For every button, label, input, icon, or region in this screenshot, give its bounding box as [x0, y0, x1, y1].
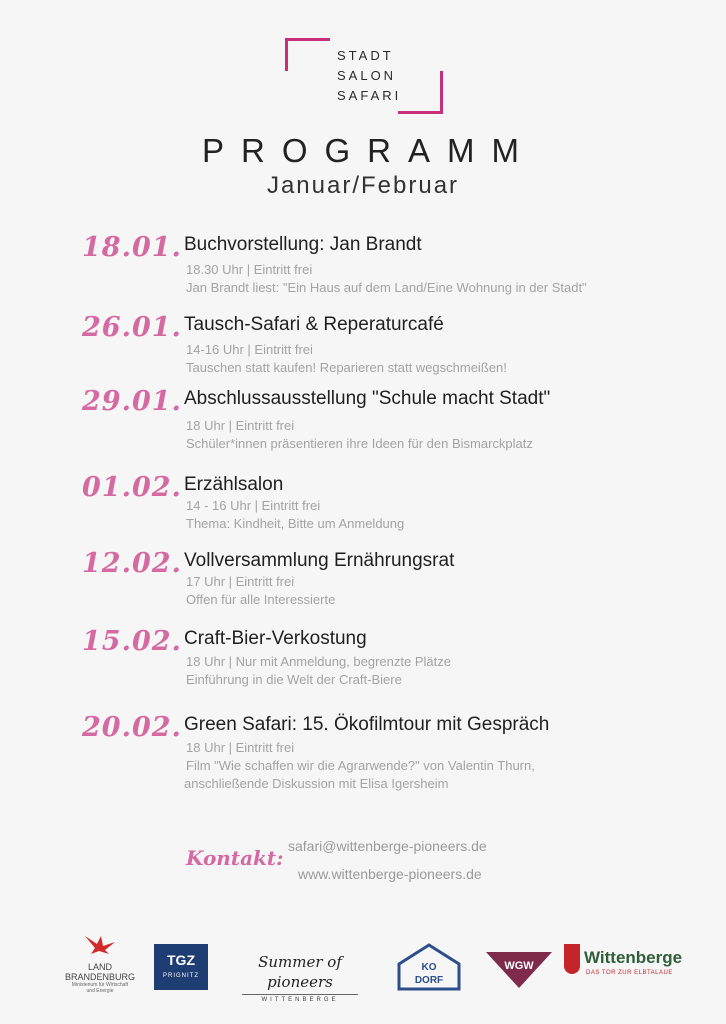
logo-frame-top-left: [285, 38, 330, 71]
event-time: 18 Uhr | Eintritt frei: [186, 740, 295, 755]
kodorf-line2: DORF: [414, 975, 444, 986]
logo-frame-bottom-right: [398, 71, 443, 114]
wittenberge-line2: DAS TOR ZUR ELBTALAUE: [586, 970, 673, 976]
event-description: Einführung in die Welt der Craft-Biere: [186, 672, 402, 687]
event-title: Abschlussausstellung "Schule macht Stadt": [184, 388, 551, 409]
tgz-line2: PRIGNITZ: [163, 973, 199, 979]
brandenburg-logo: [60, 932, 140, 994]
brandenburg-line3: Ministerium für Wirtschaft: [71, 982, 129, 988]
event-description: Schüler*innen präsentieren ihre Ideen für den Bismarckplatz: [186, 436, 533, 451]
logo-word: SAFARI: [337, 88, 402, 103]
event-item: [0, 712, 726, 791]
event-time: 17 Uhr | Eintritt frei: [186, 574, 295, 589]
event-title: Craft-Bier-Verkostung: [184, 628, 367, 649]
event-date: 26.01.: [82, 312, 182, 343]
event-item: [0, 626, 726, 696]
kodorf-line1: KO: [421, 962, 437, 973]
event-time: 18 Uhr | Nur mit Anmeldung, begrenzte Plätze: [186, 654, 451, 669]
event-item: [0, 386, 726, 456]
wgw-logo: [486, 952, 552, 988]
event-title: Erzählsalon: [184, 474, 284, 495]
event-date: 20.02.: [82, 712, 182, 743]
event-description: Thema: Kindheit, Bitte um Anmeldung: [186, 516, 405, 531]
event-time: 18 Uhr | Eintritt frei: [186, 418, 295, 433]
wittenberge-shield-icon: [564, 944, 580, 974]
wgw-label: WGW: [504, 960, 534, 972]
stadt-salon-safari-logo: [285, 38, 443, 114]
wittenberge-line1: Wittenberge: [584, 948, 683, 967]
contact-label: Kontakt:: [186, 846, 284, 870]
brandenburg-line4: und Energie: [86, 988, 114, 994]
summer-line1: Summer of pioneers: [258, 953, 342, 991]
event-description: Jan Brandt liest: "Ein Haus auf dem Land/Eine Wohnung in der Stadt": [186, 280, 587, 295]
event-description: Film "Wie schaffen wir die Agrarwende?" von Valentin Thurn,: [186, 758, 535, 773]
eagle-icon: [60, 932, 140, 962]
event-date: 29.01.: [82, 386, 182, 417]
event-time: 18.30 Uhr | Eintritt frei: [186, 262, 313, 277]
event-item: [0, 232, 726, 302]
kodorf-logo: [396, 942, 462, 992]
logo-words: [337, 46, 401, 106]
tgz-prignitz-logo: [154, 944, 208, 990]
event-title: Vollversammlung Ernährungsrat: [184, 550, 455, 571]
event-date: 01.02.: [82, 472, 182, 503]
event-time: 14 - 16 Uhr | Eintritt frei: [186, 498, 321, 513]
event-description-line2: anschließende Diskussion mit Elisa Igersheim: [184, 776, 449, 791]
event-item: [0, 472, 726, 542]
logo-word: STADT: [337, 48, 394, 63]
event-title: Green Safari: 15. Ökofilmtour mit Gespräch: [184, 714, 550, 735]
summer-of-pioneers-logo: [232, 952, 368, 1003]
event-date: 15.02.: [82, 626, 182, 657]
page-title: PROGRAMM: [202, 132, 536, 169]
event-title: Buchvorstellung: Jan Brandt: [184, 234, 422, 255]
wittenberge-logo: [564, 940, 688, 990]
event-title: Tausch-Safari & Reperaturcafé: [184, 314, 444, 335]
summer-line2: WITTENBERGE: [242, 994, 358, 1003]
brandenburg-line2: BRANDENBURG: [64, 972, 135, 982]
event-item: [0, 548, 726, 618]
event-time: 14-16 Uhr | Eintritt frei: [186, 342, 313, 357]
brandenburg-line1: LAND: [87, 962, 112, 972]
page-subtitle: Januar/Februar: [266, 172, 460, 199]
event-description: Offen für alle Interessierte: [186, 592, 336, 607]
event-description: Tauschen statt kaufen! Reparieren statt wegschmeißen!: [186, 360, 507, 375]
contact-email-link[interactable]: safari@wittenberge-pioneers.de: [288, 838, 487, 854]
event-date: 12.02.: [82, 548, 182, 579]
logo-word: SALON: [337, 68, 397, 83]
tgz-line1: TGZ: [167, 952, 195, 968]
event-date: 18.01.: [82, 232, 182, 263]
contact-website-link[interactable]: www.wittenberge-pioneers.de: [298, 866, 482, 882]
event-item: [0, 312, 726, 382]
sponsor-logos: [0, 928, 726, 1008]
